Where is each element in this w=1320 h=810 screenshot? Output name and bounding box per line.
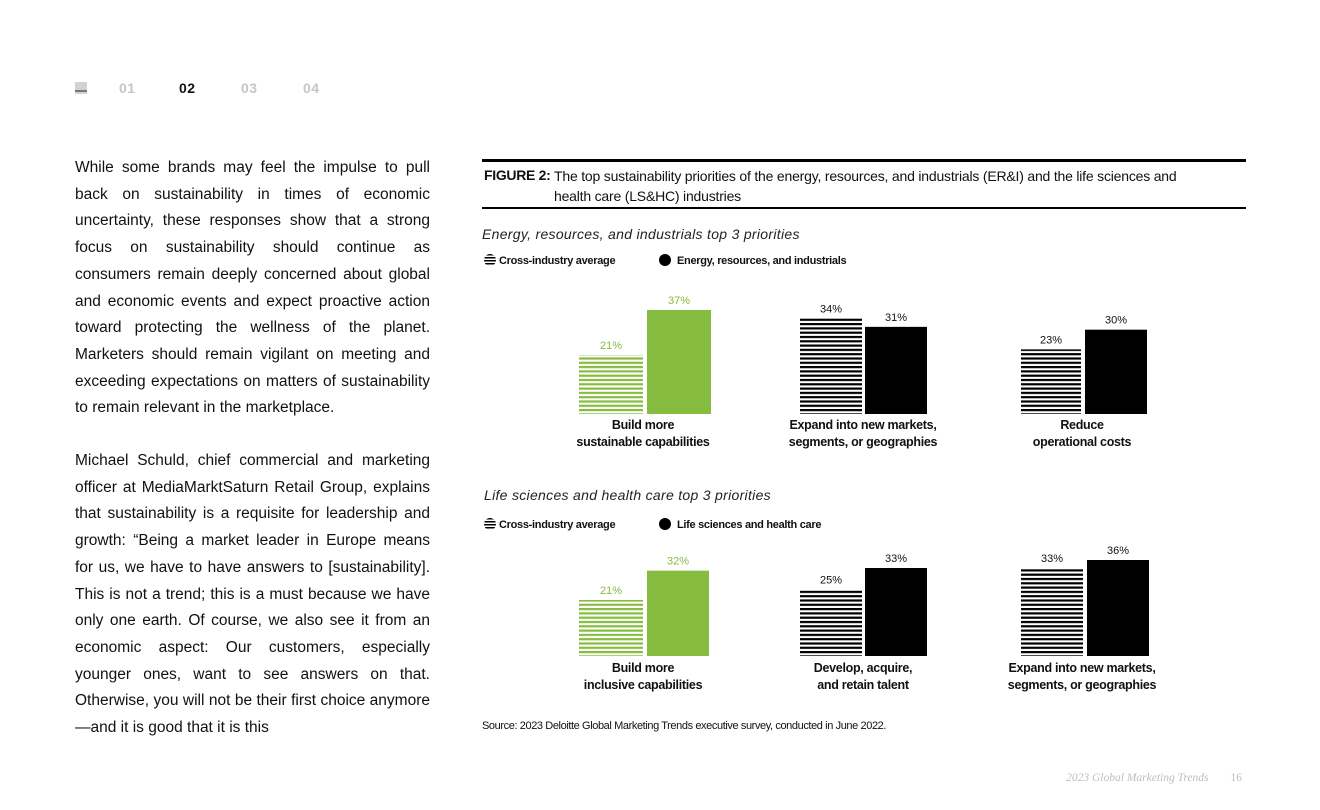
category-line: segments, or geographies [788,435,938,449]
paragraph-text: Michael Schuld, chief commercial and marketing officer at MediaMarktSaturn Retail Group, explains that sustainability is a requisite for leadership and growth: “Being a market leader in Europe means for us, we have to have answers to [sustainability]. This is not a trend; this is a must because we have only one earth. Of course, we also see it from an economic aspect: Our customers, especially younger ones, want to see answers on that. Otherwise, you will not be their first choice anymore—and it is good that it is this [75,452,430,737]
chart1-category-label [763,417,963,451]
page-footer [1066,772,1242,784]
bar-industry [647,310,711,414]
data-label: 33% [884,553,908,565]
bar-average [800,318,862,414]
category-line: Build more [611,418,675,432]
bar-average [1021,349,1081,414]
body-paragraph-2 [75,448,430,742]
category-line: and retain talent [817,678,909,692]
category-line: segments, or geographies [1007,678,1157,692]
data-label: 21% [599,585,623,597]
striped-swatch-icon [484,254,496,266]
legend-item-average [484,254,615,267]
data-label: 21% [599,339,623,352]
chart1-title: Energy, resources, and industrials top 3 priorities [482,226,800,242]
category-line: Reduce [1060,418,1104,432]
page-number: 16 [1230,772,1242,784]
paragraph-text: While some brands may feel the impulse to pull back on sustainability in times of economic uncertainty, these responses show that a strong focus on sustainability should continue as consumers remain deeply concerned about global and economic events and expect proactive action toward protecting the wellness of the planet. Marketers should remain vigilant on meeting and exceeding expectations on matters of sustainability to remain relevant in the marketplace. [75,159,430,417]
solid-swatch-icon [659,254,671,266]
bar-average [800,589,862,656]
figure-rule-top [482,159,1246,162]
bar-industry [1087,560,1149,656]
bar-industry [647,571,709,656]
bar-industry [1085,330,1147,414]
menu-icon[interactable] [75,82,87,94]
data-label: 25% [819,574,843,587]
figure-label: FIGURE 2: [484,167,551,183]
source-note: Source: 2023 Deloitte Global Marketing Trends executive survey, conducted in June 2022. [482,720,887,732]
data-label: 37% [667,295,691,307]
chart2-title: Life sciences and health care top 3 priorities [484,487,771,503]
bar-industry [865,568,927,656]
data-label: 34% [819,303,843,316]
chart1-plot [482,280,1246,414]
category-line: Build more [611,661,675,675]
category-line: sustainable capabilities [576,435,710,449]
legend-label: Cross-industry average [499,519,616,531]
body-paragraph-1 [75,155,430,422]
data-label: 30% [1104,314,1128,327]
legend-label: Life sciences and health care [677,519,822,531]
chart1-category-label [543,417,743,451]
nav-item-04[interactable]: 04 [303,80,320,96]
data-label: 31% [884,311,908,324]
bar-average [579,600,643,656]
data-label: 33% [1040,553,1064,565]
nav-item-01[interactable]: 01 [119,80,136,96]
chart2 [482,522,1246,697]
category-line: Develop, acquire, [813,661,913,675]
publication-title: 2023 Global Marketing Trends [1066,772,1209,784]
bar-industry [865,327,927,414]
legend-item-industry [659,254,846,267]
category-line: Expand into new markets, [789,418,937,432]
chart2-category-label [763,660,963,694]
legend-label: Cross-industry average [499,255,616,267]
nav-item-02[interactable]: 02 [179,80,196,96]
data-label: 32% [666,555,690,568]
chart2-plot [482,522,1246,656]
nav-item-03[interactable]: 03 [241,80,258,96]
chart2-category-label [982,660,1182,694]
category-line: operational costs [1032,435,1132,449]
chart1-category-label [982,417,1182,451]
data-label: 36% [1106,545,1130,557]
chart2-category-label [543,660,743,694]
figure-rule-bottom [482,207,1246,209]
category-line: inclusive capabilities [583,678,703,692]
data-label: 23% [1039,334,1063,347]
bar-average [1021,568,1083,656]
legend-label: Energy, resources, and industrials [677,255,847,267]
bar-average [579,355,643,414]
category-line: Expand into new markets, [1008,661,1156,675]
chart1 [482,280,1246,455]
figure-title: The top sustainability priorities of the energy, resources, and industrials (ER&I) and the life sciences and health care (LS&HC) industries [554,168,1177,204]
